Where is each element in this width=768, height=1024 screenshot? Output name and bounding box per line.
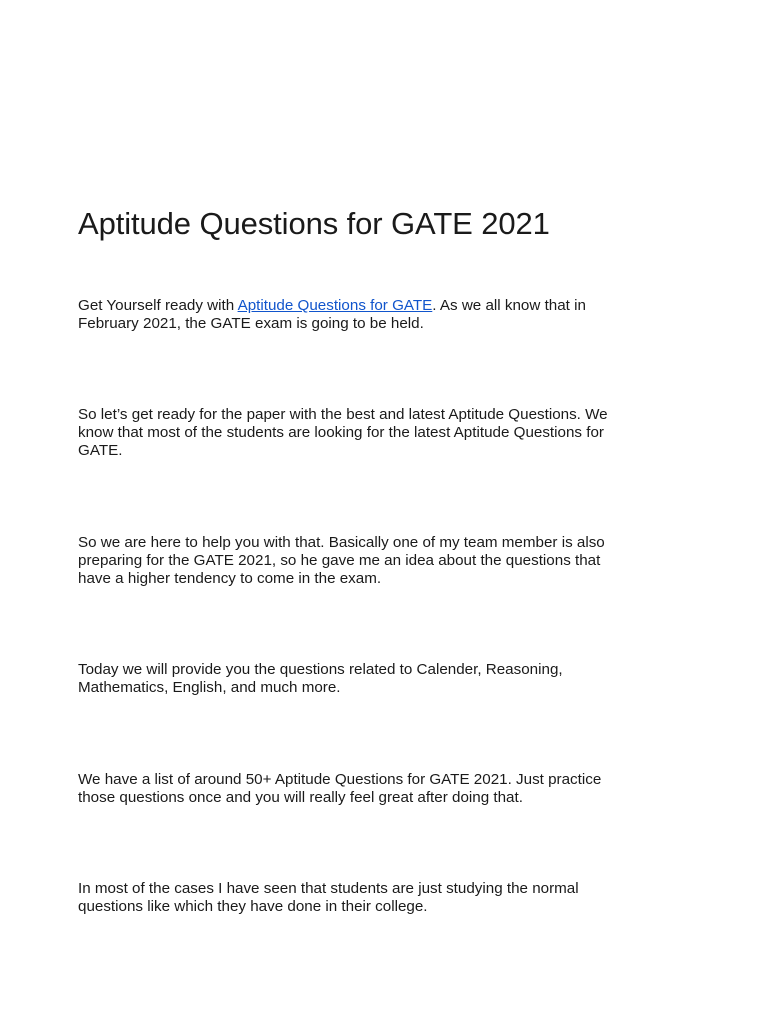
- paragraph-intro: [78, 297, 698, 333]
- paragraph-line: In most of the cases I have seen that students are just studying the normal: [78, 880, 579, 897]
- paragraph-help: [78, 534, 698, 589]
- paragraph-topics: [78, 661, 698, 697]
- paragraph-line: Mathematics, English, and much more.: [78, 679, 341, 697]
- paragraph-line: questions like which they have done in their college.: [78, 898, 428, 916]
- aptitude-questions-link[interactable]: Aptitude Questions for GATE: [237, 297, 433, 314]
- paragraph-get-ready: [78, 406, 698, 461]
- text-segment: Get Yourself ready with: [78, 297, 238, 314]
- paragraph-line: GATE.: [78, 442, 123, 460]
- paragraph-line: February 2021, the GATE exam is going to be held.: [78, 315, 424, 333]
- paragraph-line: So let’s get ready for the paper with the best and latest Aptitude Questions. We: [78, 406, 608, 423]
- text-segment: . As we all know that in: [432, 297, 586, 314]
- paragraph-line: Today we will provide you the questions related to Calender, Reasoning,: [78, 661, 563, 678]
- paragraph-cases: [78, 880, 698, 916]
- paragraph-line: know that most of the students are looking for the latest Aptitude Questions for: [78, 424, 604, 442]
- paragraph-line: [78, 297, 698, 315]
- paragraph-line: We have a list of around 50+ Aptitude Questions for GATE 2021. Just practice: [78, 771, 602, 788]
- paragraph-line: So we are here to help you with that. Basically one of my team member is also: [78, 534, 605, 551]
- paragraph-line: have a higher tendency to come in the exam.: [78, 570, 382, 588]
- paragraph-line: those questions once and you will really feel great after doing that.: [78, 789, 523, 807]
- paragraph-line: preparing for the GATE 2021, so he gave me an idea about the questions that: [78, 552, 601, 570]
- paragraph-list: [78, 771, 698, 807]
- document-title: Aptitude Questions for GATE 2021: [78, 206, 550, 241]
